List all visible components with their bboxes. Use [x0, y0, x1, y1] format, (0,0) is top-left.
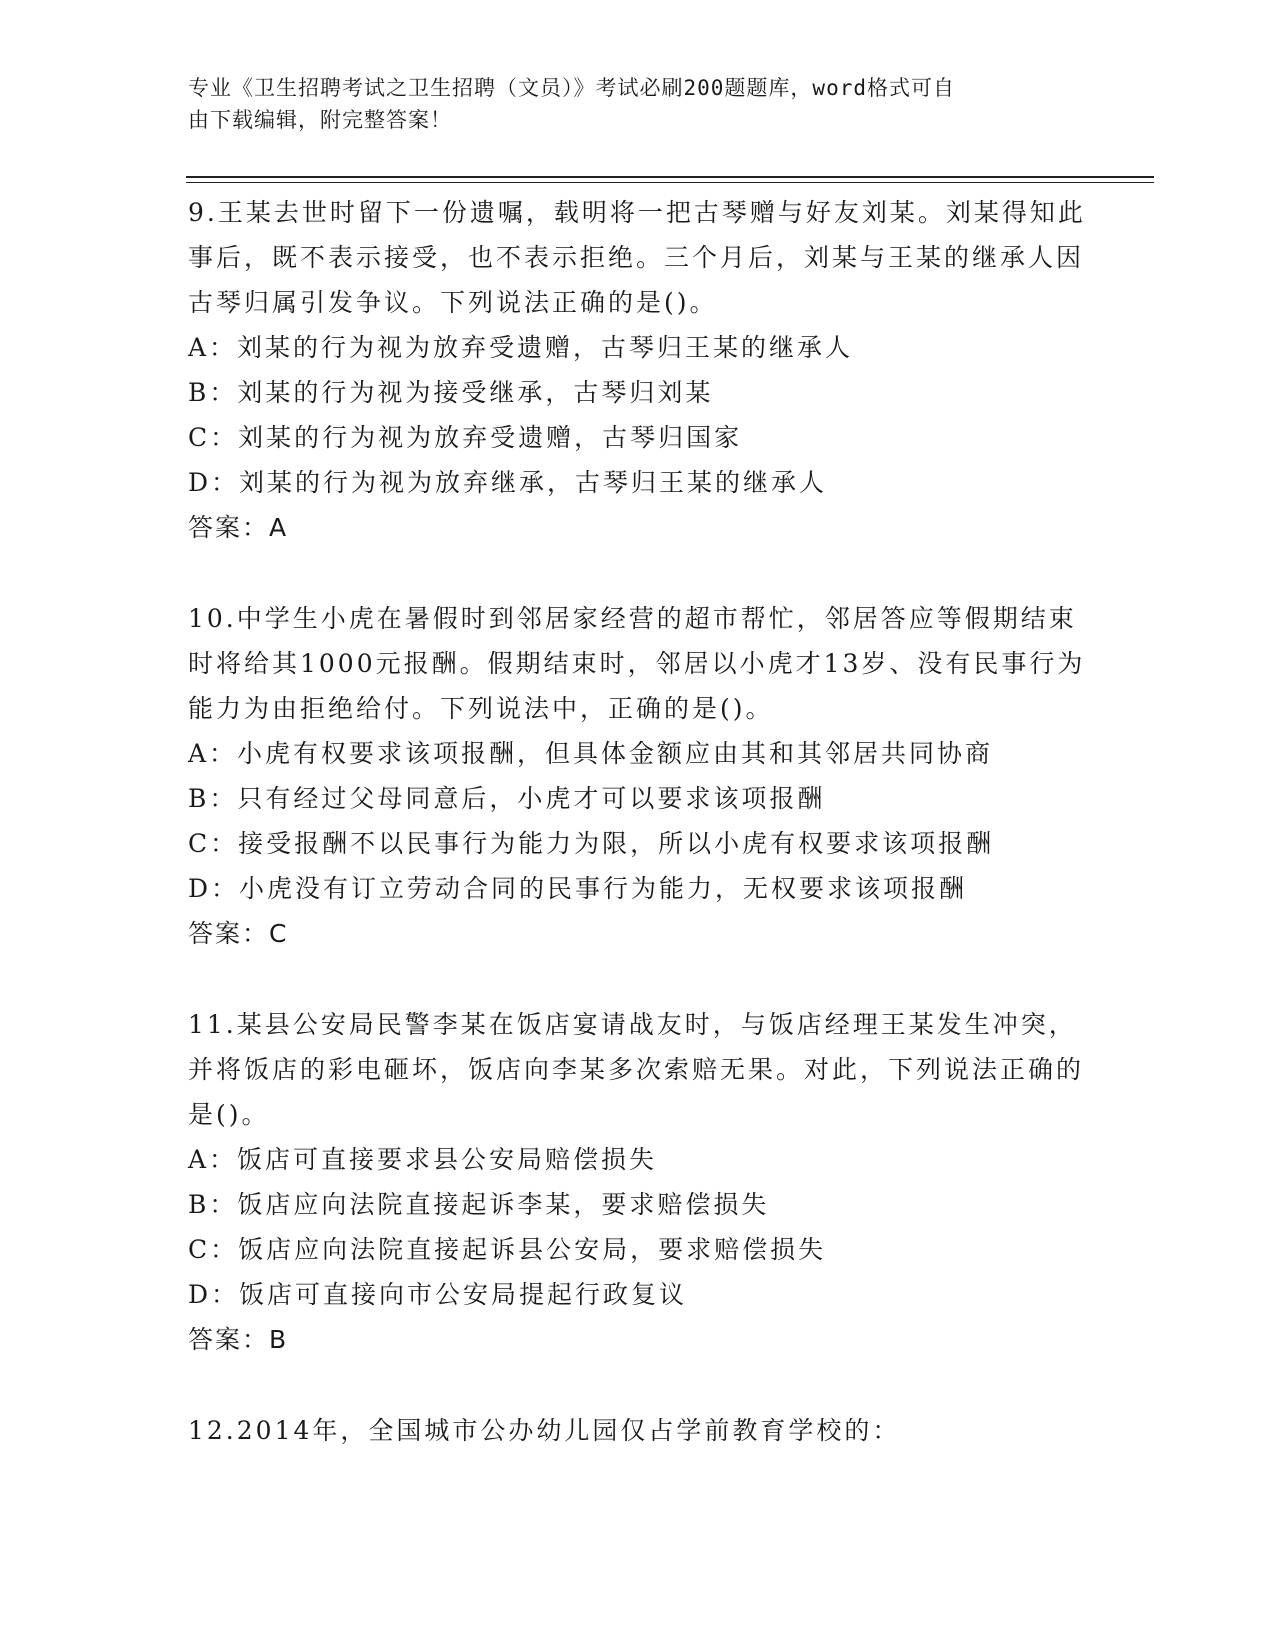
- answer-line: 答案：B: [188, 1325, 289, 1354]
- document-header: 专业《卫生招聘考试之卫生招聘（文员）》考试必刷200题题库，word格式可自 由下载编辑，附完整答案！: [188, 76, 955, 132]
- question-text: 10.中学生小虎在暑假时到邻居家经营的超市帮忙，邻居答应等假期结束时将给其1000元报酬。假期结束时，邻居以小虎才13岁、没有民事行为能力为由拒绝给付。下列说法中，正确的是()。: [188, 604, 1086, 723]
- option-c: C：接受报酬不以民事行为能力为限，所以小虎有权要求该项报酬: [188, 829, 995, 858]
- option-a: A：饭店可直接要求县公安局赔偿损失: [188, 1145, 658, 1174]
- option-b: B：刘某的行为视为接受继承，古琴归刘某: [188, 378, 714, 407]
- question-item: [188, 190, 1088, 550]
- question-item: [188, 1002, 1088, 1362]
- question-list: [188, 190, 1088, 1499]
- header-divider-thick: [186, 176, 1154, 178]
- option-a: A：刘某的行为视为放弃受遗赠，古琴归王某的继承人: [188, 333, 854, 362]
- question-item: [188, 596, 1088, 956]
- question-text: 12.2014年，全国城市公办幼儿园仅占学前教育学校的：: [188, 1416, 901, 1445]
- option-d: D：饭店可直接向市公安局提起行政复议: [188, 1280, 688, 1309]
- question-text: 11.某县公安局民警李某在饭店宴请战友时，与饭店经理王某发生冲突，并将饭店的彩电砸坏，饭店向李某多次索赔无果。对此，下列说法正确的是()。: [188, 1010, 1085, 1129]
- option-b: B：饭店应向法院直接起诉李某，要求赔偿损失: [188, 1190, 770, 1219]
- option-b: B：只有经过父母同意后，小虎才可以要求该项报酬: [188, 784, 826, 813]
- answer-line: 答案：A: [188, 513, 289, 542]
- option-d: D：小虎没有订立劳动合同的民事行为能力，无权要求该项报酬: [188, 874, 968, 903]
- option-d: D：刘某的行为视为放弃继承，古琴归王某的继承人: [188, 468, 828, 497]
- option-a: A：小虎有权要求该项报酬，但具体金额应由其和其邻居共同协商: [188, 739, 994, 768]
- question-text: 9.王某去世时留下一份遗嘱，载明将一把古琴赠与好友刘某。刘某得知此事后，既不表示接受，也不表示拒绝。三个月后，刘某与王某的继承人因古琴归属引发争议。下列说法正确的是()。: [188, 198, 1086, 317]
- answer-line: 答案：C: [188, 919, 289, 948]
- header-divider-thin: [186, 182, 1154, 183]
- option-c: C：饭店应向法院直接起诉县公安局，要求赔偿损失: [188, 1235, 827, 1264]
- question-item: [188, 1408, 1088, 1453]
- option-c: C：刘某的行为视为放弃受遗赠，古琴归国家: [188, 423, 743, 452]
